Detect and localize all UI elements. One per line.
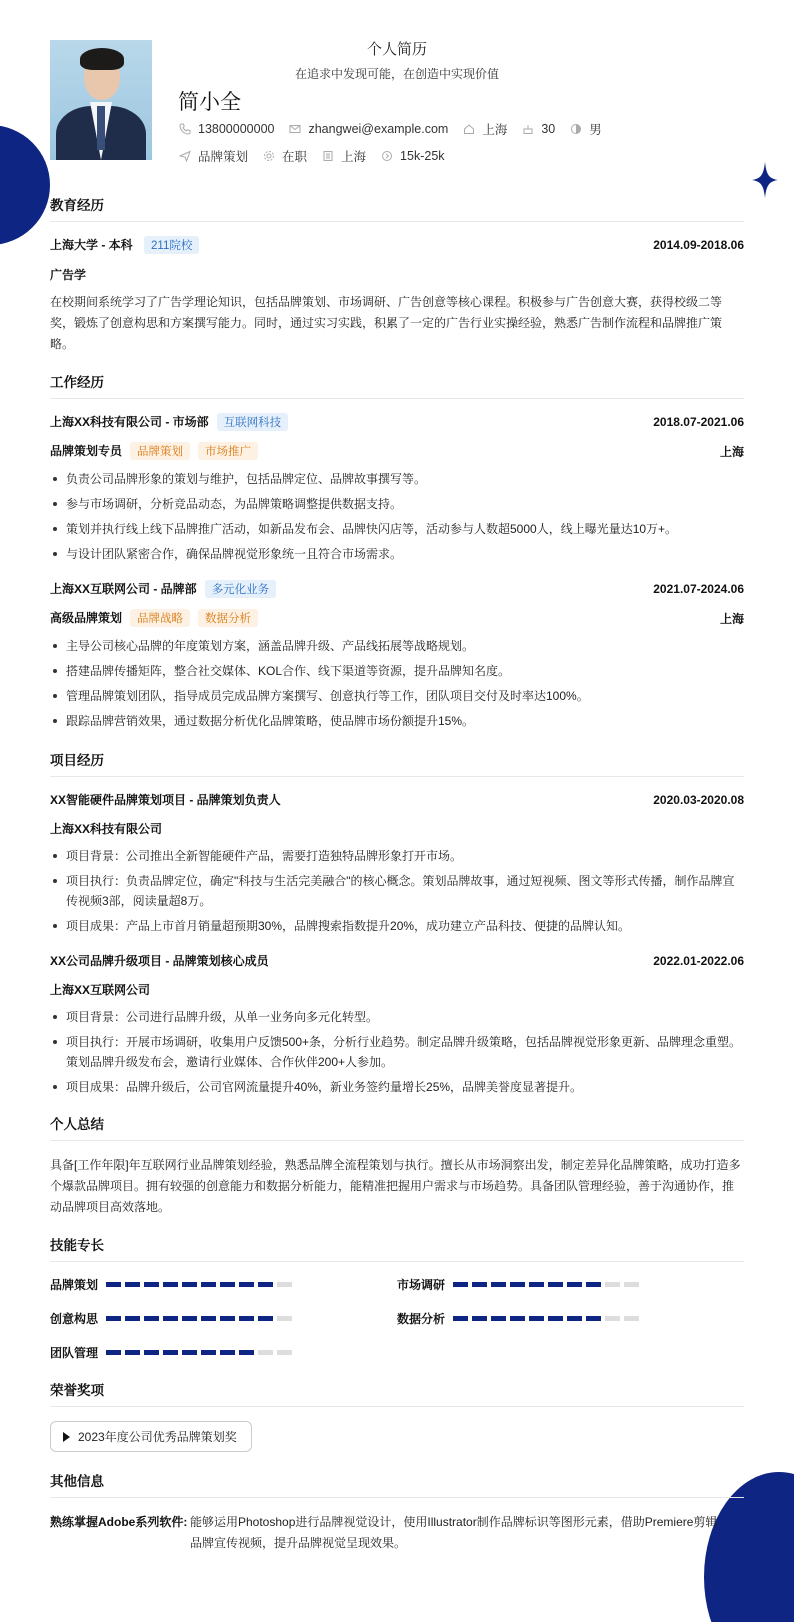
skill-level-segment	[548, 1316, 563, 1321]
decor-circle-top-left	[0, 125, 50, 245]
skill-tag: 数据分析	[198, 609, 258, 627]
list-item: 策划并执行线上线下品牌推广活动，如新品发布会、品牌快闪店等，活动参与人数超5000人，线上曝光量达10万+。	[50, 519, 744, 539]
age-icon	[521, 122, 535, 136]
list-item: 负责公司品牌形象的策划与维护，包括品牌定位、品牌故事撰写等。	[50, 469, 744, 489]
section-title: 项目经历	[50, 749, 744, 777]
list-item: 搭建品牌传播矩阵，整合社交媒体、KOL合作、线下渠道等资源，提升品牌知名度。	[50, 661, 744, 681]
section-title: 教育经历	[50, 194, 744, 222]
industry-tag: 多元化业务	[205, 580, 277, 598]
company-name: 上海XX互联网公司 - 品牌部	[50, 582, 197, 596]
award-item[interactable]	[50, 1421, 252, 1452]
work-section	[50, 371, 744, 731]
home-icon	[462, 122, 476, 136]
education-description: 在校期间系统学习了广告学理论知识，包括品牌策划、市场调研、广告创意等核心课程。积极参与广告创意大赛，获得校级二等奖，锻炼了创意构思和方案撰写能力。同时，通过实习实践，积累了一定的广告行业实操经验，熟悉广告制作流程和品牌推广策略。	[50, 295, 723, 351]
location-info	[462, 120, 507, 138]
resume-page	[50, 0, 744, 1554]
job-city: 上海	[719, 444, 744, 459]
skill-level-segment	[491, 1282, 506, 1287]
job-period: 2018.07-2021.06	[653, 415, 744, 429]
other-value-line: 能够运用Photoshop进行品牌视觉设计，使用Illustrator制作品牌标识等图形元素，借助Premiere剪辑	[190, 1515, 718, 1529]
age-text: 30	[541, 122, 556, 136]
skill-name: 团队管理	[50, 1346, 99, 1360]
skill-level-segment	[220, 1350, 235, 1355]
project-header	[50, 791, 744, 808]
list-item: 项目成果：产品上市首月销量超预期30%，品牌搜索指数提升20%，成功建立产品科技、便捷的品牌认知。	[50, 916, 744, 936]
skill-name: 品牌策划	[50, 1278, 99, 1292]
skill-item	[397, 1276, 744, 1293]
job-header	[50, 413, 744, 431]
skill-level-segment	[605, 1282, 620, 1287]
email-info	[288, 122, 448, 136]
skill-level-segment	[510, 1282, 525, 1287]
summary-section	[50, 1113, 744, 1218]
other-key: 熟练掌握Adobe系列软件:	[50, 1515, 188, 1529]
gender-text: 男	[589, 123, 602, 137]
phone-text: 13800000000	[198, 122, 275, 136]
skill-level-segment	[491, 1316, 506, 1321]
project-details	[50, 846, 744, 936]
location-text: 上海	[482, 123, 508, 137]
play-icon	[63, 1432, 70, 1442]
job-header	[50, 580, 744, 598]
job-role: 品牌策划专员	[50, 444, 123, 458]
salary-info	[380, 149, 444, 163]
city-text: 上海	[341, 150, 367, 164]
skill-level-segment	[239, 1350, 254, 1355]
job-city: 上海	[719, 611, 744, 626]
job-role: 高级品牌策划	[50, 611, 123, 625]
skill-level-segment	[220, 1282, 235, 1287]
list-item: 项目背景：公司推出全新智能硬件产品，需要打造独特品牌形象打开市场。	[50, 846, 744, 866]
section-title: 其他信息	[50, 1470, 744, 1498]
skill-level-segment	[472, 1282, 487, 1287]
skill-level-segment	[144, 1350, 159, 1355]
skill-level-segment	[144, 1316, 159, 1321]
industry-tag: 互联网科技	[217, 413, 289, 431]
salary-icon	[380, 149, 394, 163]
document-title: 个人简历	[366, 41, 427, 58]
skill-level-bar	[453, 1282, 643, 1287]
job-entry	[50, 580, 744, 731]
list-item: 项目背景：公司进行品牌升级，从单一业务向多元化转型。	[50, 1007, 744, 1027]
list-item: 跟踪品牌营销效果，通过数据分析优化品牌策略，使品牌市场份额提升15%。	[50, 711, 744, 731]
position-text: 品牌策划	[198, 150, 249, 164]
skill-level-segment	[125, 1282, 140, 1287]
gender-info	[569, 120, 602, 138]
project-period: 2022.01-2022.06	[653, 953, 744, 968]
other-section	[50, 1470, 744, 1554]
resume-header	[50, 0, 744, 190]
skill-level-segment	[163, 1350, 178, 1355]
skill-item	[397, 1310, 744, 1327]
skill-level-segment	[125, 1316, 140, 1321]
skill-level-segment	[182, 1282, 197, 1287]
school-name: 上海大学 - 本科	[50, 238, 133, 252]
list-item: 项目成果：品牌升级后，公司官网流量提升40%，新业务签约量增长25%，品牌美誉度显著提升。	[50, 1077, 744, 1097]
salary-text: 15k-25k	[400, 149, 445, 163]
project-org: 上海XX科技有限公司	[50, 822, 163, 836]
projects-section	[50, 749, 744, 1097]
section-title: 荣誉奖项	[50, 1379, 744, 1407]
skill-level-segment	[586, 1316, 601, 1321]
skill-level-segment	[586, 1282, 601, 1287]
skill-level-segment	[182, 1316, 197, 1321]
job-role-row	[50, 609, 744, 627]
section-title: 技能专长	[50, 1234, 744, 1262]
skill-level-segment	[182, 1350, 197, 1355]
skill-level-segment	[529, 1316, 544, 1321]
section-title: 个人总结	[50, 1113, 744, 1141]
email-text: zhangwei@example.com	[308, 122, 449, 136]
skill-level-segment	[453, 1282, 468, 1287]
project-org: 上海XX互联网公司	[50, 983, 151, 997]
other-value	[190, 1512, 717, 1554]
section-title: 工作经历	[50, 371, 744, 399]
candidate-name: 简小全	[178, 91, 241, 114]
skill-level-segment	[567, 1316, 582, 1321]
major: 广告学	[50, 268, 87, 282]
skill-tag: 市场推广	[198, 442, 258, 460]
job-entry	[50, 413, 744, 564]
list-item: 参与市场调研，分析竞品动态，为品牌策略调整提供数据支持。	[50, 494, 744, 514]
skill-level-bar	[453, 1316, 643, 1321]
skill-level-segment	[529, 1282, 544, 1287]
status-info	[262, 147, 307, 165]
education-period: 2014.09-2018.06	[653, 238, 744, 252]
skill-level-segment	[453, 1316, 468, 1321]
company-name: 上海XX科技有限公司 - 市场部	[50, 415, 209, 429]
skill-level-bar	[106, 1316, 296, 1321]
skill-level-segment	[239, 1316, 254, 1321]
skill-level-segment	[201, 1350, 216, 1355]
job-duties	[50, 469, 744, 564]
job-role-row	[50, 442, 744, 460]
position-info	[178, 147, 248, 165]
document-subtitle: 在追求中发现可能，在创造中实现价值	[294, 67, 499, 81]
skill-level-segment	[277, 1350, 292, 1355]
age-info	[521, 122, 555, 136]
project-name: XX智能硬件品牌策划项目 - 品牌策划负责人	[50, 793, 281, 807]
skill-level-segment	[106, 1316, 121, 1321]
skill-level-segment	[239, 1282, 254, 1287]
gender-icon	[569, 122, 583, 136]
awards-section	[50, 1379, 744, 1452]
project-header	[50, 952, 744, 969]
skill-item	[50, 1344, 397, 1361]
skill-tag: 品牌战略	[130, 609, 190, 627]
skill-level-segment	[125, 1350, 140, 1355]
list-item: 主导公司核心品牌的年度策划方案，涵盖品牌升级、产品线拓展等战略规划。	[50, 636, 744, 656]
skill-name: 创意构思	[50, 1312, 99, 1326]
skill-item	[50, 1310, 397, 1327]
skill-level-segment	[605, 1316, 620, 1321]
skill-name: 数据分析	[397, 1312, 446, 1326]
skills-grid	[50, 1276, 744, 1361]
project-period: 2020.03-2020.08	[653, 792, 744, 807]
skill-item	[50, 1276, 397, 1293]
education-section	[50, 194, 744, 355]
other-row	[50, 1512, 744, 1554]
job-intent-row	[178, 147, 459, 165]
skill-level-segment	[220, 1316, 235, 1321]
award-text: 2023年度公司优秀品牌策划奖	[78, 1430, 237, 1444]
skill-level-segment	[258, 1350, 273, 1355]
sparkle-icon	[752, 162, 778, 198]
send-icon	[178, 149, 192, 163]
skill-level-segment	[567, 1282, 582, 1287]
project-name: XX公司品牌升级项目 - 品牌策划核心成员	[50, 954, 269, 968]
skill-level-segment	[144, 1282, 159, 1287]
skill-level-segment	[624, 1282, 639, 1287]
list-item: 项目执行：负责品牌定位，确定"科技与生活完美融合"的核心概念。策划品牌故事，通过短视频、图文等形式传播，制作品牌宣传视频3部，阅读量超8万。	[50, 871, 744, 911]
skill-name: 市场调研	[397, 1278, 446, 1292]
project-entry	[50, 791, 744, 936]
status-text: 在职	[282, 150, 308, 164]
skill-level-segment	[277, 1316, 292, 1321]
skill-level-bar	[106, 1350, 296, 1355]
skill-level-segment	[106, 1350, 121, 1355]
skills-section	[50, 1234, 744, 1361]
job-period: 2021.07-2024.06	[653, 582, 744, 596]
city-info	[321, 147, 366, 165]
gear-icon	[262, 149, 276, 163]
phone-icon	[178, 122, 192, 136]
skill-level-segment	[548, 1282, 563, 1287]
job-duties	[50, 636, 744, 731]
skill-level-segment	[201, 1282, 216, 1287]
skill-level-segment	[106, 1282, 121, 1287]
phone-info	[178, 122, 274, 136]
project-details	[50, 1007, 744, 1097]
skill-level-segment	[510, 1316, 525, 1321]
project-entry	[50, 952, 744, 1097]
list-item: 项目执行：开展市场调研，收集用户反馈500+条，分析行业趋势。制定品牌升级策略，包括品牌视觉形象更新、品牌理念重塑。策划品牌升级发布会，邀请行业媒体、合作伙伴200+人参加。	[50, 1032, 744, 1072]
summary-text: 具备[工作年限]年互联网行业品牌策划经验，熟悉品牌全流程策划与执行。擅长从市场洞察出发，制定差异化品牌策略，成功打造多个爆款品牌项目。拥有较强的创意能力和数据分析能力，能精准把握用户需求与市场趋势。具备团队管理经验，善于沟通协作，推动品牌项目高效落地。	[50, 1158, 741, 1214]
skill-level-segment	[277, 1282, 292, 1287]
skill-level-segment	[258, 1316, 273, 1321]
skill-level-segment	[624, 1316, 639, 1321]
list-item: 管理品牌策划团队，指导成员完成品牌方案撰写、创意执行等工作，团队项目交付及时率达100%。	[50, 686, 744, 706]
contact-row	[178, 120, 616, 138]
building-icon	[321, 149, 335, 163]
school-tag: 211院校	[144, 236, 199, 254]
skill-level-bar	[106, 1282, 296, 1287]
education-header	[50, 236, 744, 254]
list-item: 与设计团队紧密合作，确保品牌视觉形象统一且符合市场需求。	[50, 544, 744, 564]
skill-level-segment	[201, 1316, 216, 1321]
skill-level-segment	[163, 1282, 178, 1287]
skill-level-segment	[163, 1316, 178, 1321]
skill-level-segment	[258, 1282, 273, 1287]
skill-level-segment	[472, 1316, 487, 1321]
mail-icon	[288, 122, 302, 136]
other-value-line: 品牌宣传视频，提升品牌视觉呈现效果。	[190, 1536, 407, 1550]
skill-tag: 品牌策划	[130, 442, 190, 460]
